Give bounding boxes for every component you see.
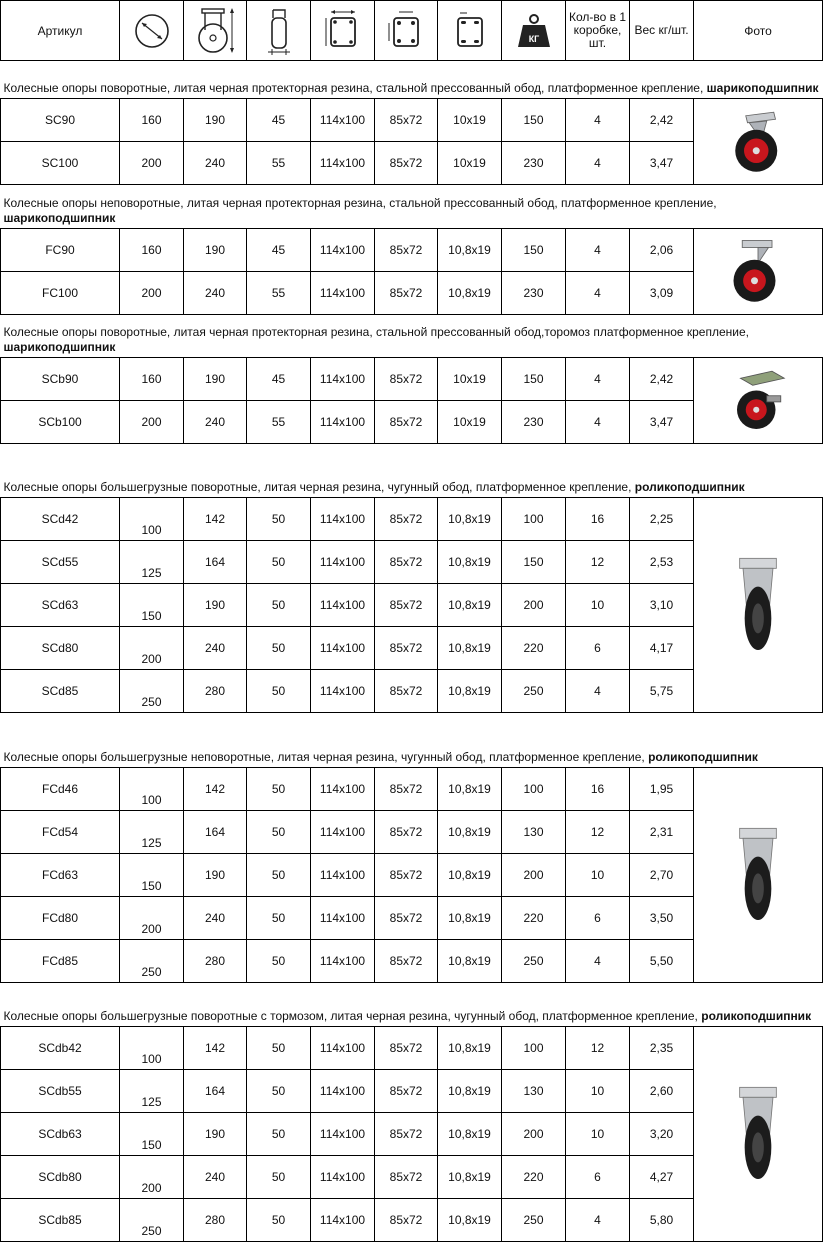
photo-cell bbox=[694, 99, 823, 185]
cell-height: 190 bbox=[184, 358, 247, 401]
section-title-row bbox=[1, 315, 823, 358]
cell-platform: 114x100 bbox=[311, 541, 375, 584]
cell-platform: 114x100 bbox=[311, 768, 375, 811]
cell-weight: 4,27 bbox=[630, 1156, 694, 1199]
cell-bolt-hole: 10,8x19 bbox=[438, 584, 502, 627]
cell-qty: 10 bbox=[566, 584, 630, 627]
cell-weight: 2,25 bbox=[630, 498, 694, 541]
cell-bolt-hole: 10,8x19 bbox=[438, 768, 502, 811]
cell-qty: 4 bbox=[566, 99, 630, 142]
cell-qty: 10 bbox=[566, 1113, 630, 1156]
cell-qty: 6 bbox=[566, 627, 630, 670]
cell-load: 100 bbox=[502, 768, 566, 811]
section-title bbox=[1, 185, 823, 229]
cell-platform: 114x100 bbox=[311, 811, 375, 854]
cell-qty: 12 bbox=[566, 1027, 630, 1070]
cell-load: 200 bbox=[502, 584, 566, 627]
cell-width: 50 bbox=[247, 940, 311, 983]
cell-height: 190 bbox=[184, 584, 247, 627]
cell-height: 240 bbox=[184, 897, 247, 940]
cell-article: SCb90 bbox=[1, 358, 120, 401]
cell-bolt-hole: 10x19 bbox=[438, 358, 502, 401]
cell-width: 55 bbox=[247, 401, 311, 444]
cell-height: 190 bbox=[184, 229, 247, 272]
section-bearing-type: шарикоподшипник bbox=[3, 340, 116, 354]
cell-height: 142 bbox=[184, 768, 247, 811]
section-bearing-type: шарикоподшипник bbox=[3, 211, 116, 225]
heavy-swivel-brake-caster-photo bbox=[723, 1084, 793, 1184]
cell-platform: 114x100 bbox=[311, 897, 375, 940]
cell-weight: 3,09 bbox=[630, 272, 694, 315]
photo-cell bbox=[694, 1027, 823, 1242]
cell-bolt-hole: 10,8x19 bbox=[438, 854, 502, 897]
cell-bolt-hole: 10,8x19 bbox=[438, 940, 502, 983]
section-title-text: Колесные опоры поворотные, литая черная протекторная резина, стальной прессованный обод, платформенное крепление, bbox=[3, 81, 704, 95]
cell-load: 220 bbox=[502, 1156, 566, 1199]
cell-article: SCdb63 bbox=[1, 1113, 120, 1156]
cell-height: 240 bbox=[184, 401, 247, 444]
cell-weight: 2,35 bbox=[630, 1027, 694, 1070]
cell-diameter: 150 bbox=[120, 1113, 184, 1156]
cell-article: FCd85 bbox=[1, 940, 120, 983]
cell-bolt-hole: 10,8x19 bbox=[438, 1027, 502, 1070]
cell-bolt-hole: 10x19 bbox=[438, 401, 502, 444]
bolt-spacing-icon bbox=[386, 8, 426, 54]
cell-load: 250 bbox=[502, 940, 566, 983]
cell-bolt-hole: 10,8x19 bbox=[438, 498, 502, 541]
photo-cell bbox=[694, 358, 823, 444]
cell-diameter: 200 bbox=[120, 272, 184, 315]
heavy-swivel-caster-photo bbox=[723, 555, 793, 655]
cell-diameter: 200 bbox=[120, 1156, 184, 1199]
cell-diameter: 125 bbox=[120, 1070, 184, 1113]
cell-load: 220 bbox=[502, 897, 566, 940]
cell-platform: 114x100 bbox=[311, 1156, 375, 1199]
cell-qty: 4 bbox=[566, 142, 630, 185]
section-bearing-type: шарикоподшипник bbox=[706, 81, 819, 95]
cell-bolt-hole: 10x19 bbox=[438, 142, 502, 185]
cell-article: SCdb80 bbox=[1, 1156, 120, 1199]
cell-width: 45 bbox=[247, 229, 311, 272]
cell-bolt-spacing: 85x72 bbox=[375, 627, 438, 670]
cell-height: 280 bbox=[184, 940, 247, 983]
cell-article: FC90 bbox=[1, 229, 120, 272]
cell-article: SCdb85 bbox=[1, 1199, 120, 1242]
cell-qty: 4 bbox=[566, 358, 630, 401]
cell-weight: 2,42 bbox=[630, 358, 694, 401]
cell-width: 45 bbox=[247, 358, 311, 401]
cell-bolt-hole: 10,8x19 bbox=[438, 541, 502, 584]
cell-diameter: 160 bbox=[120, 229, 184, 272]
cell-bolt-hole: 10,8x19 bbox=[438, 1113, 502, 1156]
swivel-caster-red-rim-photo bbox=[723, 107, 793, 177]
cell-platform: 114x100 bbox=[311, 584, 375, 627]
cell-height: 190 bbox=[184, 854, 247, 897]
cell-height: 164 bbox=[184, 1070, 247, 1113]
section-title-text: Колесные опоры поворотные, литая черная протекторная резина, стальной прессованный обод,торомоз платформенное крепление, bbox=[3, 325, 749, 339]
cell-qty: 6 bbox=[566, 1156, 630, 1199]
cell-article: FCd46 bbox=[1, 768, 120, 811]
photo-cell bbox=[694, 229, 823, 315]
section-title bbox=[1, 713, 823, 768]
cell-platform: 114x100 bbox=[311, 1113, 375, 1156]
cell-diameter: 160 bbox=[120, 99, 184, 142]
cell-height: 240 bbox=[184, 1156, 247, 1199]
cell-qty: 4 bbox=[566, 229, 630, 272]
cell-article: SC90 bbox=[1, 99, 120, 142]
cell-weight: 3,20 bbox=[630, 1113, 694, 1156]
cell-diameter: 100 bbox=[120, 1027, 184, 1070]
cell-weight: 1,95 bbox=[630, 768, 694, 811]
cell-width: 50 bbox=[247, 498, 311, 541]
cell-platform: 114x100 bbox=[311, 401, 375, 444]
cell-load: 250 bbox=[502, 1199, 566, 1242]
section-title-row bbox=[1, 444, 823, 498]
cell-load: 200 bbox=[502, 1113, 566, 1156]
cell-load: 230 bbox=[502, 142, 566, 185]
cell-platform: 114x100 bbox=[311, 99, 375, 142]
header-article: Артикул bbox=[1, 1, 120, 61]
cell-platform: 114x100 bbox=[311, 854, 375, 897]
cell-load: 130 bbox=[502, 1070, 566, 1113]
cell-platform: 114x100 bbox=[311, 498, 375, 541]
cell-bolt-spacing: 85x72 bbox=[375, 897, 438, 940]
cell-article: FCd63 bbox=[1, 854, 120, 897]
cell-width: 50 bbox=[247, 1156, 311, 1199]
cell-qty: 4 bbox=[566, 670, 630, 713]
cell-diameter: 125 bbox=[120, 541, 184, 584]
cell-article: SCd63 bbox=[1, 584, 120, 627]
cell-bolt-spacing: 85x72 bbox=[375, 272, 438, 315]
cell-bolt-spacing: 85x72 bbox=[375, 498, 438, 541]
cell-height: 240 bbox=[184, 272, 247, 315]
cell-bolt-spacing: 85x72 bbox=[375, 1027, 438, 1070]
cell-height: 240 bbox=[184, 627, 247, 670]
section-bearing-type: роликоподшипник bbox=[648, 750, 758, 764]
cell-load: 100 bbox=[502, 1027, 566, 1070]
cell-width: 50 bbox=[247, 670, 311, 713]
cell-width: 55 bbox=[247, 272, 311, 315]
total-height-icon bbox=[193, 6, 237, 56]
cell-qty: 4 bbox=[566, 401, 630, 444]
section-title bbox=[1, 61, 823, 99]
cell-width: 50 bbox=[247, 1113, 311, 1156]
cell-qty: 10 bbox=[566, 854, 630, 897]
cell-article: SCd85 bbox=[1, 670, 120, 713]
table-row bbox=[1, 358, 823, 401]
table-row bbox=[1, 1027, 823, 1070]
cell-platform: 114x100 bbox=[311, 142, 375, 185]
cell-diameter: 250 bbox=[120, 1199, 184, 1242]
cell-height: 190 bbox=[184, 1113, 247, 1156]
cell-bolt-hole: 10x19 bbox=[438, 99, 502, 142]
section-title bbox=[1, 444, 823, 498]
cell-qty: 4 bbox=[566, 1199, 630, 1242]
cell-bolt-spacing: 85x72 bbox=[375, 229, 438, 272]
cell-weight: 2,70 bbox=[630, 854, 694, 897]
cell-weight: 2,53 bbox=[630, 541, 694, 584]
table-row bbox=[1, 768, 823, 811]
header-weight: Вес кг/шт. bbox=[630, 1, 694, 61]
cell-bolt-spacing: 85x72 bbox=[375, 584, 438, 627]
cell-platform: 114x100 bbox=[311, 1199, 375, 1242]
cell-bolt-spacing: 85x72 bbox=[375, 1113, 438, 1156]
cell-diameter: 200 bbox=[120, 897, 184, 940]
cell-qty: 16 bbox=[566, 768, 630, 811]
cell-diameter: 125 bbox=[120, 811, 184, 854]
cell-bolt-hole: 10,8x19 bbox=[438, 811, 502, 854]
section-bearing-type: роликоподшипник bbox=[634, 480, 745, 494]
cell-qty: 4 bbox=[566, 940, 630, 983]
cell-article: FC100 bbox=[1, 272, 120, 315]
cell-width: 50 bbox=[247, 627, 311, 670]
cell-qty: 12 bbox=[566, 541, 630, 584]
cell-bolt-spacing: 85x72 bbox=[375, 670, 438, 713]
cell-bolt-hole: 10,8x19 bbox=[438, 229, 502, 272]
cell-weight: 5,50 bbox=[630, 940, 694, 983]
cell-platform: 114x100 bbox=[311, 940, 375, 983]
header-row bbox=[1, 1, 823, 61]
cell-platform: 114x100 bbox=[311, 627, 375, 670]
cell-platform: 114x100 bbox=[311, 358, 375, 401]
wheel-diameter-icon bbox=[133, 12, 171, 50]
section-title-row bbox=[1, 983, 823, 1027]
cell-platform: 114x100 bbox=[311, 272, 375, 315]
cell-platform: 114x100 bbox=[311, 670, 375, 713]
cell-load: 100 bbox=[502, 498, 566, 541]
heavy-fixed-caster-photo bbox=[723, 825, 793, 925]
load-weight-icon bbox=[514, 11, 554, 51]
cell-height: 164 bbox=[184, 541, 247, 584]
cell-article: SCb100 bbox=[1, 401, 120, 444]
cell-width: 50 bbox=[247, 1199, 311, 1242]
cell-bolt-spacing: 85x72 bbox=[375, 358, 438, 401]
cell-qty: 12 bbox=[566, 811, 630, 854]
cell-load: 220 bbox=[502, 627, 566, 670]
cell-width: 50 bbox=[247, 1027, 311, 1070]
section-title bbox=[1, 315, 823, 358]
cell-load: 150 bbox=[502, 99, 566, 142]
cell-weight: 5,80 bbox=[630, 1199, 694, 1242]
cell-height: 240 bbox=[184, 142, 247, 185]
cell-platform: 114x100 bbox=[311, 229, 375, 272]
cell-width: 50 bbox=[247, 1070, 311, 1113]
cell-bolt-spacing: 85x72 bbox=[375, 99, 438, 142]
cell-bolt-spacing: 85x72 bbox=[375, 541, 438, 584]
cell-diameter: 100 bbox=[120, 768, 184, 811]
cell-bolt-spacing: 85x72 bbox=[375, 854, 438, 897]
cell-width: 50 bbox=[247, 811, 311, 854]
cell-bolt-hole: 10,8x19 bbox=[438, 897, 502, 940]
cell-width: 50 bbox=[247, 541, 311, 584]
cell-diameter: 160 bbox=[120, 358, 184, 401]
cell-height: 190 bbox=[184, 99, 247, 142]
kg-label: КГ bbox=[528, 33, 539, 44]
cell-article: SCdb55 bbox=[1, 1070, 120, 1113]
cell-qty: 10 bbox=[566, 1070, 630, 1113]
cell-load: 230 bbox=[502, 401, 566, 444]
section-bearing-type: роликоподшипник bbox=[701, 1009, 812, 1023]
cell-load: 150 bbox=[502, 541, 566, 584]
cell-bolt-spacing: 85x72 bbox=[375, 142, 438, 185]
cell-bolt-spacing: 85x72 bbox=[375, 401, 438, 444]
platform-size-icon bbox=[323, 8, 363, 54]
cell-load: 230 bbox=[502, 272, 566, 315]
cell-width: 55 bbox=[247, 142, 311, 185]
section-title-row bbox=[1, 713, 823, 768]
header-qty: Кол-во в 1 коробке, шт. bbox=[566, 1, 630, 61]
section-title-text: Колесные опоры большегрузные поворотные, литая черная резина, чугунный обод, платформенное крепление, bbox=[3, 480, 632, 494]
cell-weight: 3,10 bbox=[630, 584, 694, 627]
cell-weight: 2,60 bbox=[630, 1070, 694, 1113]
cell-bolt-spacing: 85x72 bbox=[375, 768, 438, 811]
section-title-text: Колесные опоры большегрузные поворотные с тормозом, литая черная резина, чугунный обод, платформенное крепление, bbox=[3, 1009, 698, 1023]
cell-bolt-hole: 10,8x19 bbox=[438, 627, 502, 670]
cell-diameter: 250 bbox=[120, 940, 184, 983]
cell-diameter: 100 bbox=[120, 498, 184, 541]
section-title-text: Колесные опоры неповоротные, литая черная протекторная резина, стальной прессованный обод, платформенное крепление, bbox=[3, 196, 717, 210]
swivel-brake-caster-red-rim-photo bbox=[723, 366, 793, 436]
cell-weight: 3,47 bbox=[630, 401, 694, 444]
cell-diameter: 200 bbox=[120, 142, 184, 185]
cell-bolt-hole: 10,8x19 bbox=[438, 1199, 502, 1242]
cell-article: SCd80 bbox=[1, 627, 120, 670]
cell-load: 250 bbox=[502, 670, 566, 713]
cell-weight: 2,06 bbox=[630, 229, 694, 272]
cell-article: SCd42 bbox=[1, 498, 120, 541]
cell-diameter: 200 bbox=[120, 627, 184, 670]
fixed-caster-red-rim-photo bbox=[723, 237, 793, 307]
cell-load: 150 bbox=[502, 358, 566, 401]
bolt-hole-icon bbox=[450, 8, 490, 54]
cell-article: SC100 bbox=[1, 142, 120, 185]
cell-bolt-hole: 10,8x19 bbox=[438, 670, 502, 713]
cell-height: 280 bbox=[184, 670, 247, 713]
cell-height: 142 bbox=[184, 498, 247, 541]
section-title-row bbox=[1, 61, 823, 99]
cell-weight: 5,75 bbox=[630, 670, 694, 713]
cell-qty: 6 bbox=[566, 897, 630, 940]
cell-width: 50 bbox=[247, 854, 311, 897]
cell-diameter: 250 bbox=[120, 670, 184, 713]
cell-weight: 2,42 bbox=[630, 99, 694, 142]
cell-weight: 3,47 bbox=[630, 142, 694, 185]
cell-width: 50 bbox=[247, 768, 311, 811]
cell-bolt-spacing: 85x72 bbox=[375, 1156, 438, 1199]
table-row bbox=[1, 498, 823, 541]
header-photo: Фото bbox=[694, 1, 823, 61]
photo-cell bbox=[694, 498, 823, 713]
table-row bbox=[1, 229, 823, 272]
cell-bolt-hole: 10,8x19 bbox=[438, 272, 502, 315]
cell-bolt-hole: 10,8x19 bbox=[438, 1156, 502, 1199]
cell-qty: 4 bbox=[566, 272, 630, 315]
cell-weight: 4,17 bbox=[630, 627, 694, 670]
cell-diameter: 150 bbox=[120, 854, 184, 897]
cell-load: 150 bbox=[502, 229, 566, 272]
cell-bolt-hole: 10,8x19 bbox=[438, 1070, 502, 1113]
cell-width: 50 bbox=[247, 897, 311, 940]
cell-height: 280 bbox=[184, 1199, 247, 1242]
cell-article: FCd80 bbox=[1, 897, 120, 940]
cell-article: SCd55 bbox=[1, 541, 120, 584]
table-row bbox=[1, 99, 823, 142]
cell-qty: 16 bbox=[566, 498, 630, 541]
cell-diameter: 200 bbox=[120, 401, 184, 444]
cell-bolt-spacing: 85x72 bbox=[375, 940, 438, 983]
cell-weight: 3,50 bbox=[630, 897, 694, 940]
cell-article: SCdb42 bbox=[1, 1027, 120, 1070]
cell-width: 45 bbox=[247, 99, 311, 142]
section-title-text: Колесные опоры большегрузные неповоротные, литая черная резина, чугунный обод, платформенное крепление, bbox=[3, 750, 645, 764]
cell-height: 142 bbox=[184, 1027, 247, 1070]
cell-height: 164 bbox=[184, 811, 247, 854]
cell-article: FCd54 bbox=[1, 811, 120, 854]
cell-platform: 114x100 bbox=[311, 1027, 375, 1070]
photo-cell bbox=[694, 768, 823, 983]
cell-load: 200 bbox=[502, 854, 566, 897]
cell-bolt-spacing: 85x72 bbox=[375, 1070, 438, 1113]
cell-bolt-spacing: 85x72 bbox=[375, 1199, 438, 1242]
cell-diameter: 150 bbox=[120, 584, 184, 627]
section-title bbox=[1, 983, 823, 1027]
cell-load: 130 bbox=[502, 811, 566, 854]
section-title-row bbox=[1, 185, 823, 229]
cell-width: 50 bbox=[247, 584, 311, 627]
wheel-width-icon bbox=[264, 6, 294, 56]
cell-weight: 2,31 bbox=[630, 811, 694, 854]
cell-bolt-spacing: 85x72 bbox=[375, 811, 438, 854]
cell-platform: 114x100 bbox=[311, 1070, 375, 1113]
